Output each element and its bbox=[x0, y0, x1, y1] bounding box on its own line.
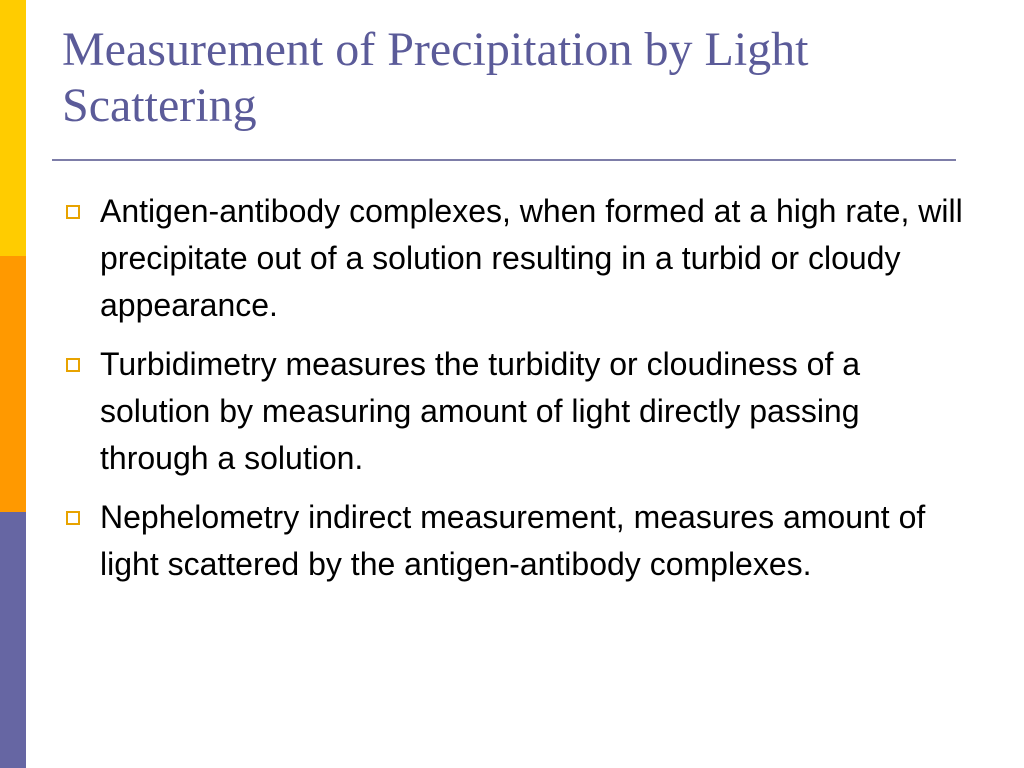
side-bar-segment-yellow bbox=[0, 0, 26, 256]
bullet-text: Nephelometry indirect measurement, measures amount of light scattered by the antigen-antibody complexes. bbox=[100, 499, 926, 582]
bullet-text: Turbidimetry measures the turbidity or cloudiness of a solution by measuring amount of light directly passing through a solution. bbox=[100, 346, 861, 476]
side-bar-segment-orange bbox=[0, 256, 26, 512]
slide-title: Measurement of Precipitation by Light Scattering bbox=[62, 23, 809, 132]
bullet-list bbox=[66, 188, 966, 600]
bullet-text: Antigen-antibody complexes, when formed at a high rate, will precipitate out of a solution resulting in a turbid or cloudy appearance. bbox=[100, 193, 963, 323]
bullet-item bbox=[66, 188, 966, 329]
bullet-item bbox=[66, 341, 966, 482]
hollow-square-icon bbox=[66, 358, 80, 372]
bullet-item bbox=[66, 494, 966, 588]
side-bar-segment-purple bbox=[0, 512, 26, 768]
hollow-square-icon bbox=[66, 511, 80, 525]
hollow-square-icon bbox=[66, 205, 80, 219]
side-accent-bar bbox=[0, 0, 26, 768]
title-divider bbox=[52, 159, 956, 161]
